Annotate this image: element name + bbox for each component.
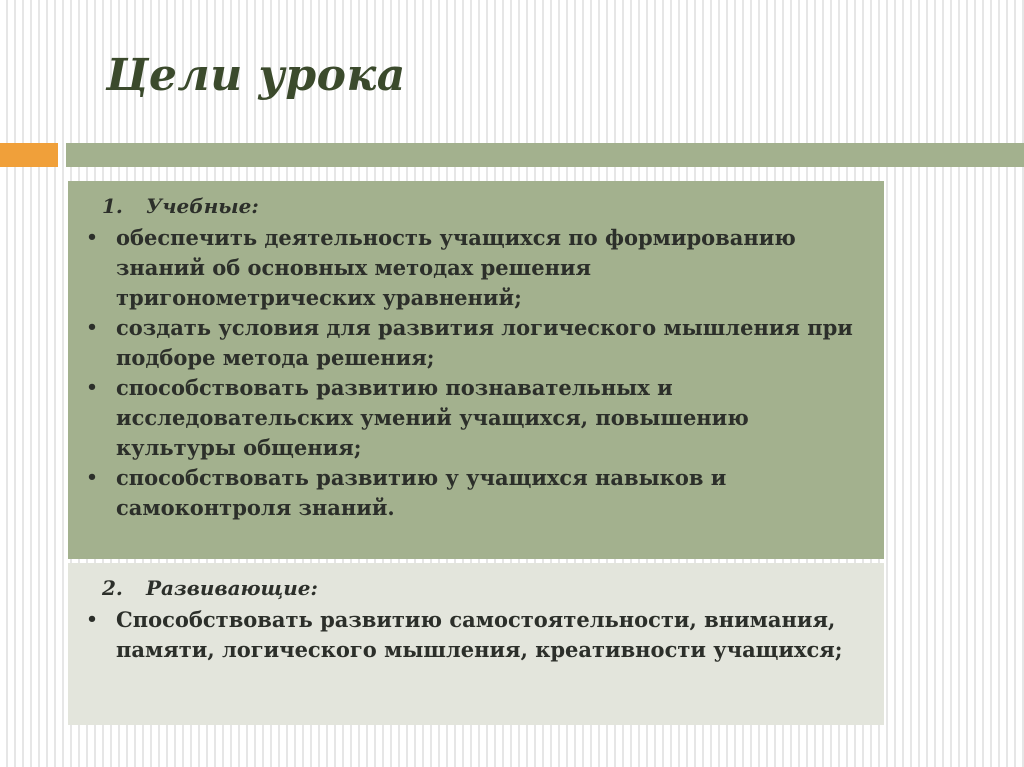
section-learning-heading (102, 193, 854, 219)
section-number: 2. (102, 576, 123, 600)
bullet-dot-icon: • (86, 467, 98, 488)
list-item-text: способствовать развитию познавательных и исследовательских умений учащихся, повышению культуры общения; (116, 375, 749, 460)
section-learning-panel (68, 181, 884, 559)
list-item-text: Способствовать развитию самостоятельности, внимания, памяти, логического мышления, креативности учащихся; (116, 607, 843, 662)
list-item (80, 373, 854, 463)
accent-bar-orange (0, 143, 58, 167)
bullet-dot-icon: • (86, 317, 98, 338)
section-developing-panel (68, 563, 884, 725)
list-item (80, 313, 854, 373)
list-item (80, 463, 854, 523)
list-item-text: создать условия для развития логического мышления при подборе метода решения; (116, 315, 853, 370)
bullet-dot-icon: • (86, 227, 98, 248)
section-title: Развивающие: (146, 576, 318, 600)
accent-bar-green (66, 143, 1024, 167)
section-developing-heading (102, 575, 854, 601)
bullet-dot-icon: • (86, 377, 98, 398)
section-title: Учебные: (146, 194, 259, 218)
list-item-text: способствовать развитию у учащихся навыков и самоконтроля знаний. (116, 465, 727, 520)
list-item (80, 605, 854, 665)
slide-title: Цели урока (106, 50, 406, 101)
developing-goals-list (80, 605, 854, 665)
learning-goals-list (80, 223, 854, 523)
list-item-text: обеспечить деятельность учащихся по формированию знаний об основных методах решения тригонометрических уравнений; (116, 225, 796, 310)
section-number: 1. (102, 194, 123, 218)
bullet-dot-icon: • (86, 609, 98, 630)
list-item (80, 223, 854, 313)
